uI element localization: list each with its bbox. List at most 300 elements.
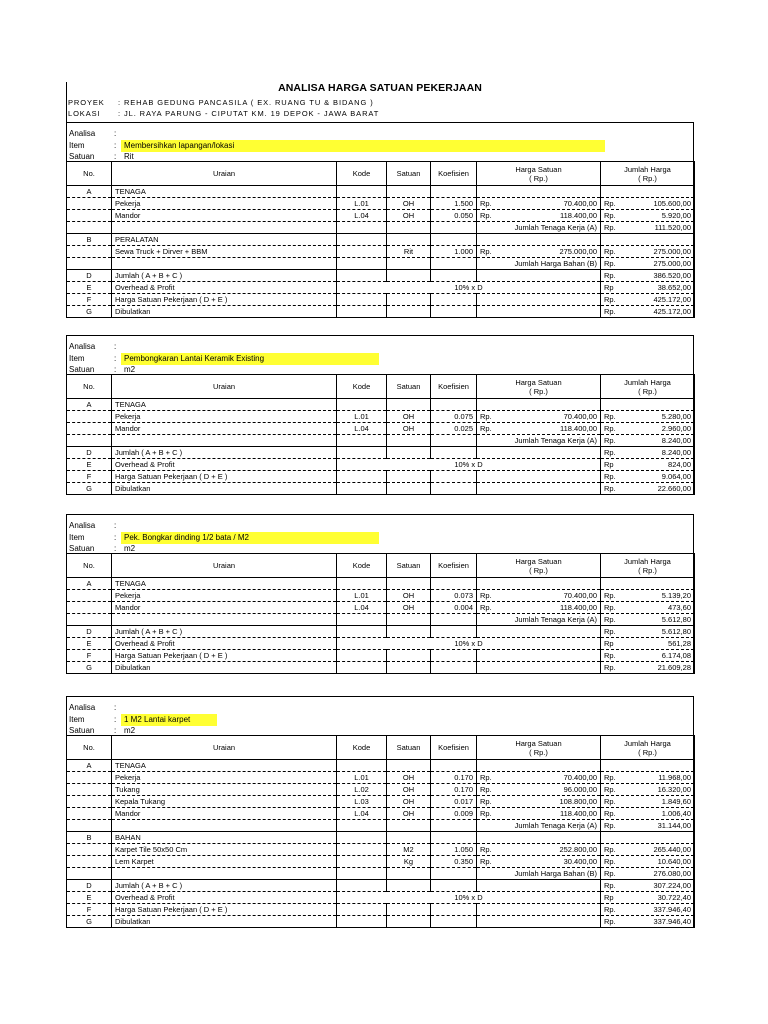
- row-no: [67, 844, 112, 856]
- row-uraian: [112, 820, 337, 832]
- table-row: [67, 590, 695, 602]
- row-no: F: [67, 904, 112, 916]
- row-satuan: [387, 820, 431, 832]
- row-harga-satuan: [477, 796, 601, 808]
- amount-value: 108.800,00: [559, 796, 597, 806]
- row-subtotal-label: Jumlah Tenaga Kerja (A): [477, 435, 601, 447]
- amount-value: 118.400,00: [560, 602, 597, 612]
- table-row: [67, 904, 695, 916]
- jumlah-harga-line2: ( Rp.): [638, 747, 657, 757]
- item-label: Item: [69, 533, 85, 542]
- currency-label: Rp.: [604, 590, 616, 600]
- row-no: [67, 198, 112, 210]
- row-jumlah-harga-wrap: [604, 797, 691, 807]
- currency-label: Rp.: [604, 772, 616, 782]
- row-harga-satuan: [477, 198, 601, 210]
- row-harga-satuan-wrap: [480, 591, 597, 601]
- row-harga-satuan-wrap: [480, 857, 597, 867]
- table-row: [67, 483, 695, 495]
- row-koefisien: 0.170: [431, 772, 477, 784]
- column-header-satuan: Satuan: [387, 736, 431, 760]
- analysis-table: [66, 374, 695, 495]
- row-satuan: [387, 880, 431, 892]
- amount-value: 337.946,40: [653, 904, 691, 914]
- amount-value: 561,28: [668, 638, 691, 648]
- row-harga-satuan: [477, 447, 601, 459]
- row-uraian: TENAGA: [112, 578, 337, 590]
- row-kode: [337, 832, 387, 844]
- row-kode: L.04: [337, 423, 387, 435]
- amount-value: 473,60: [668, 602, 691, 612]
- table-row: [67, 399, 695, 411]
- row-harga-satuan: [477, 844, 601, 856]
- row-harga-satuan-wrap: [480, 412, 597, 422]
- harga-satuan-line2: ( Rp.): [529, 565, 548, 575]
- amount-value: 96.000,00: [563, 784, 597, 794]
- row-jumlah-harga: [601, 210, 695, 222]
- table-row: [67, 258, 695, 270]
- currency-label: Rp.: [604, 306, 616, 316]
- amount-value: 252.800,00: [559, 844, 597, 854]
- row-jumlah-harga: [601, 198, 695, 210]
- column-header-koefisien: Koefisien: [431, 162, 477, 186]
- row-kode: [337, 222, 387, 234]
- amount-value: 118.400,00: [560, 808, 597, 818]
- currency-label: Rp.: [480, 844, 492, 854]
- row-kode: L.02: [337, 784, 387, 796]
- currency-label: Rp: [604, 892, 614, 902]
- amount-value: 118.400,00: [560, 423, 597, 433]
- table-row: [67, 246, 695, 258]
- column-header-jumlah-harga: [601, 375, 695, 399]
- row-no: G: [67, 916, 112, 928]
- jumlah-harga-line1: Jumlah Harga: [624, 556, 671, 566]
- row-kode: [337, 578, 387, 590]
- row-satuan: [387, 662, 431, 674]
- row-jumlah-harga: [601, 796, 695, 808]
- row-satuan: [387, 760, 431, 772]
- row-subtotal-label: Jumlah Tenaga Kerja (A): [477, 614, 601, 626]
- row-kode: [337, 435, 387, 447]
- row-jumlah-harga-wrap: [604, 663, 691, 673]
- row-jumlah-harga-wrap: [604, 484, 691, 494]
- lokasi-line: [68, 109, 379, 118]
- row-koefisien: 1.500: [431, 198, 477, 210]
- row-jumlah-harga-wrap: [604, 893, 691, 903]
- row-koefisien: [431, 868, 477, 880]
- row-jumlah-harga-wrap: [604, 259, 691, 269]
- row-kode: [337, 650, 387, 662]
- row-kode: [337, 662, 387, 674]
- row-koefisien: [431, 820, 477, 832]
- currency-label: Rp: [604, 282, 614, 292]
- row-uraian: Jumlah ( A + B + C ): [112, 880, 337, 892]
- row-harga-satuan-wrap: [480, 199, 597, 209]
- table-row: [67, 772, 695, 784]
- row-harga-satuan-wrap: [480, 797, 597, 807]
- row-jumlah-harga-wrap: [604, 591, 691, 601]
- colon-separator: :: [114, 141, 117, 150]
- row-no: D: [67, 626, 112, 638]
- satuan-value: m2: [124, 726, 136, 735]
- amount-value: 70.400,00: [563, 772, 597, 782]
- row-uraian: PERALATAN: [112, 234, 337, 246]
- satuan-value: m2: [124, 544, 136, 553]
- row-jumlah-harga-wrap: [604, 307, 691, 317]
- row-uraian: [112, 435, 337, 447]
- amount-value: 70.400,00: [563, 198, 597, 208]
- row-no: [67, 590, 112, 602]
- row-koefisien: 0.025: [431, 423, 477, 435]
- row-satuan: OH: [387, 423, 431, 435]
- row-koefisien: [431, 222, 477, 234]
- currency-label: Rp.: [604, 904, 616, 914]
- row-no: B: [67, 234, 112, 246]
- row-uraian: Dibulatkan: [112, 662, 337, 674]
- row-jumlah-harga-wrap: [604, 295, 691, 305]
- satuan-value: m2: [124, 365, 136, 374]
- row-jumlah-harga: [601, 868, 695, 880]
- row-satuan: Kg: [387, 856, 431, 868]
- row-satuan: [387, 435, 431, 447]
- colon-separator: :: [114, 715, 117, 724]
- column-header-uraian: Uraian: [112, 375, 337, 399]
- row-jumlah-harga: [601, 892, 695, 904]
- row-uraian: Harga Satuan Pekerjaan ( D + E ): [112, 650, 337, 662]
- row-kode: [337, 234, 387, 246]
- row-harga-satuan: [477, 246, 601, 258]
- table-row: [67, 282, 695, 294]
- row-jumlah-harga: [601, 459, 695, 471]
- row-uraian: Pekerja: [112, 772, 337, 784]
- amount-value: 307.224,00: [653, 880, 691, 890]
- row-koefisien: [431, 578, 477, 590]
- row-jumlah-harga-wrap: [604, 412, 691, 422]
- row-kode: [337, 626, 387, 638]
- currency-label: Rp.: [604, 796, 616, 806]
- row-jumlah-harga: [601, 856, 695, 868]
- item-value: Membersihkan lapangan/lokasi: [124, 141, 235, 150]
- row-koefisien: [431, 270, 477, 282]
- row-harga-satuan-wrap: [480, 809, 597, 819]
- harga-satuan-line2: ( Rp.): [529, 747, 548, 757]
- amount-value: 22.660,00: [657, 483, 691, 493]
- row-harga-satuan: [477, 784, 601, 796]
- row-jumlah-harga: [601, 435, 695, 447]
- jumlah-harga-line2: ( Rp.): [638, 565, 657, 575]
- row-kode: L.01: [337, 772, 387, 784]
- row-no: E: [67, 282, 112, 294]
- row-harga-satuan: [477, 832, 601, 844]
- row-jumlah-harga: [601, 904, 695, 916]
- amount-value: 5.612,80: [661, 614, 691, 624]
- satuan-label: Satuan: [69, 152, 95, 161]
- row-jumlah-harga: [601, 662, 695, 674]
- currency-label: Rp.: [480, 590, 492, 600]
- currency-label: Rp.: [480, 198, 492, 208]
- currency-label: Rp.: [604, 880, 616, 890]
- table-row: [67, 423, 695, 435]
- row-uraian: [112, 222, 337, 234]
- table-row: [67, 447, 695, 459]
- row-harga-satuan: [477, 904, 601, 916]
- table-row: [67, 820, 695, 832]
- table-row: [67, 294, 695, 306]
- row-subtotal-label: Jumlah Harga Bahan (B): [477, 258, 601, 270]
- amount-value: 70.400,00: [563, 411, 597, 421]
- amount-value: 1.006,40: [661, 808, 691, 818]
- table-row: [67, 602, 695, 614]
- row-no: A: [67, 186, 112, 198]
- column-header-jumlah-harga: [601, 162, 695, 186]
- table-row: [67, 832, 695, 844]
- amount-value: 8.240,00: [661, 447, 691, 457]
- row-kode: [337, 760, 387, 772]
- proyek-value: : REHAB GEDUNG PANCASILA ( EX. RUANG TU & BIDANG ): [118, 98, 374, 107]
- row-koefisien: [431, 234, 477, 246]
- row-jumlah-harga-wrap: [604, 424, 691, 434]
- amount-value: 38.652,00: [657, 282, 691, 292]
- currency-label: Rp.: [604, 435, 616, 445]
- row-no: [67, 784, 112, 796]
- row-kode: [337, 186, 387, 198]
- row-jumlah-harga-wrap: [604, 917, 691, 927]
- row-uraian: Lem Karpet: [112, 856, 337, 868]
- currency-label: Rp: [604, 638, 614, 648]
- row-kode: [337, 447, 387, 459]
- row-koefisien: [431, 614, 477, 626]
- row-no: A: [67, 578, 112, 590]
- table-row: [67, 784, 695, 796]
- jumlah-harga-line1: Jumlah Harga: [624, 377, 671, 387]
- colon-separator: :: [114, 544, 117, 553]
- row-jumlah-harga: [601, 832, 695, 844]
- row-kode: L.01: [337, 411, 387, 423]
- row-uraian: Pekerja: [112, 590, 337, 602]
- row-koefisien: [431, 294, 477, 306]
- proyek-label: PROYEK: [68, 98, 105, 107]
- row-jumlah-harga: [601, 590, 695, 602]
- row-uraian: Karpet Tile 50x50 Cm: [112, 844, 337, 856]
- row-koefisien: 0.170: [431, 784, 477, 796]
- row-uraian: Overhead & Profit: [112, 282, 337, 294]
- row-no: F: [67, 294, 112, 306]
- row-uraian: Mandor: [112, 423, 337, 435]
- row-satuan: [387, 832, 431, 844]
- row-jumlah-harga-wrap: [604, 809, 691, 819]
- table-row: [67, 808, 695, 820]
- amount-value: 5.280,00: [661, 411, 691, 421]
- row-kode: [337, 294, 387, 306]
- table-header-row: [67, 554, 695, 578]
- amount-value: 118.400,00: [560, 210, 597, 220]
- row-jumlah-harga-wrap: [604, 211, 691, 221]
- row-satuan: OH: [387, 590, 431, 602]
- analysis-table: [66, 553, 695, 674]
- row-kode: [337, 399, 387, 411]
- amount-value: 1.849,60: [661, 796, 691, 806]
- currency-label: Rp.: [604, 820, 616, 830]
- row-no: E: [67, 459, 112, 471]
- row-koefisien: [431, 916, 477, 928]
- row-kode: L.01: [337, 198, 387, 210]
- currency-label: Rp.: [604, 626, 616, 636]
- column-header-koefisien: Koefisien: [431, 375, 477, 399]
- item-value: 1 M2 Lantai karpet: [124, 715, 191, 724]
- row-uraian: Jumlah ( A + B + C ): [112, 626, 337, 638]
- row-kode: L.04: [337, 210, 387, 222]
- row-harga-satuan: [477, 662, 601, 674]
- currency-label: Rp.: [604, 210, 616, 220]
- amount-value: 2.960,00: [661, 423, 691, 433]
- row-kode: [337, 471, 387, 483]
- row-koefisien: [431, 471, 477, 483]
- row-jumlah-harga: [601, 282, 695, 294]
- row-harga-satuan-wrap: [480, 603, 597, 613]
- row-uraian: [112, 614, 337, 626]
- table-row: [67, 411, 695, 423]
- amount-value: 8.240,00: [661, 435, 691, 445]
- column-header-kode: Kode: [337, 554, 387, 578]
- row-satuan: [387, 868, 431, 880]
- amount-value: 5.612,80: [661, 626, 691, 636]
- row-kode: [337, 868, 387, 880]
- row-satuan: [387, 447, 431, 459]
- row-uraian: Mandor: [112, 808, 337, 820]
- row-jumlah-harga-wrap: [604, 283, 691, 293]
- row-harga-satuan: [477, 294, 601, 306]
- currency-label: Rp.: [604, 602, 616, 612]
- colon-separator: :: [114, 726, 117, 735]
- harga-satuan-line2: ( Rp.): [529, 386, 548, 396]
- column-header-satuan: Satuan: [387, 375, 431, 399]
- row-no: A: [67, 760, 112, 772]
- row-jumlah-harga-wrap: [604, 460, 691, 470]
- amount-value: 16.320,00: [657, 784, 691, 794]
- row-harga-satuan: [477, 772, 601, 784]
- column-header-harga-satuan: [477, 736, 601, 760]
- row-kode: L.04: [337, 808, 387, 820]
- satuan-label: Satuan: [69, 544, 95, 553]
- table-row: [67, 892, 695, 904]
- row-percentage: 10% x D: [337, 282, 601, 294]
- column-header-kode: Kode: [337, 736, 387, 760]
- row-harga-satuan-wrap: [480, 211, 597, 221]
- amount-value: 9.064,00: [661, 471, 691, 481]
- row-percentage: 10% x D: [337, 459, 601, 471]
- table-row: [67, 210, 695, 222]
- currency-label: Rp: [604, 459, 614, 469]
- row-koefisien: [431, 258, 477, 270]
- row-harga-satuan: [477, 760, 601, 772]
- row-koefisien: 0.350: [431, 856, 477, 868]
- row-kode: [337, 844, 387, 856]
- table-row: [67, 306, 695, 318]
- table-row: [67, 614, 695, 626]
- column-header-jumlah-harga: [601, 554, 695, 578]
- row-no: [67, 411, 112, 423]
- table-row: [67, 578, 695, 590]
- currency-label: Rp.: [480, 602, 492, 612]
- row-koefisien: 0.017: [431, 796, 477, 808]
- row-kode: [337, 880, 387, 892]
- row-jumlah-harga-wrap: [604, 651, 691, 661]
- currency-label: Rp.: [604, 856, 616, 866]
- row-no: [67, 820, 112, 832]
- row-kode: [337, 916, 387, 928]
- row-subtotal-label: Jumlah Harga Bahan (B): [477, 868, 601, 880]
- item-label: Item: [69, 141, 85, 150]
- row-uraian: TENAGA: [112, 186, 337, 198]
- row-kode: [337, 483, 387, 495]
- row-no: G: [67, 483, 112, 495]
- column-header-kode: Kode: [337, 375, 387, 399]
- row-uraian: Kepala Tukang: [112, 796, 337, 808]
- analisa-label: Analisa: [69, 342, 96, 351]
- column-header-no: No.: [67, 162, 112, 186]
- amount-value: 275.000,00: [653, 258, 691, 268]
- row-uraian: Mandor: [112, 210, 337, 222]
- amount-value: 337.946,40: [653, 916, 691, 926]
- table-row: [67, 844, 695, 856]
- row-jumlah-harga: [601, 844, 695, 856]
- currency-label: Rp.: [604, 270, 616, 280]
- currency-label: Rp.: [604, 844, 616, 854]
- row-jumlah-harga: [601, 772, 695, 784]
- row-harga-satuan: [477, 483, 601, 495]
- currency-label: Rp.: [604, 222, 616, 232]
- row-harga-satuan: [477, 210, 601, 222]
- jumlah-harga-line1: Jumlah Harga: [624, 738, 671, 748]
- table-row: [67, 760, 695, 772]
- currency-label: Rp.: [604, 198, 616, 208]
- row-jumlah-harga-wrap: [604, 271, 691, 281]
- row-koefisien: [431, 904, 477, 916]
- analysis-table: [66, 161, 695, 318]
- row-jumlah-harga: [601, 602, 695, 614]
- row-uraian: Sewa Truck + Dirver + BBM: [112, 246, 337, 258]
- row-jumlah-harga-wrap: [604, 627, 691, 637]
- currency-label: Rp.: [604, 808, 616, 818]
- row-no: [67, 423, 112, 435]
- analisa-label: Analisa: [69, 129, 96, 138]
- row-kode: [337, 820, 387, 832]
- amount-value: 265.440,00: [653, 844, 691, 854]
- currency-label: Rp.: [480, 772, 492, 782]
- row-harga-satuan: [477, 602, 601, 614]
- currency-label: Rp.: [480, 246, 492, 256]
- row-jumlah-harga-wrap: [604, 905, 691, 915]
- column-header-koefisien: Koefisien: [431, 736, 477, 760]
- row-harga-satuan: [477, 306, 601, 318]
- row-jumlah-harga: [601, 186, 695, 198]
- table-row: [67, 186, 695, 198]
- row-no: [67, 210, 112, 222]
- table-row: [67, 626, 695, 638]
- row-satuan: [387, 626, 431, 638]
- row-jumlah-harga-wrap: [604, 639, 691, 649]
- row-jumlah-harga-wrap: [604, 603, 691, 613]
- table-row: [67, 638, 695, 650]
- amount-value: 386.520,00: [653, 270, 691, 280]
- row-uraian: Overhead & Profit: [112, 459, 337, 471]
- row-koefisien: 0.009: [431, 808, 477, 820]
- jumlah-harga-line1: Jumlah Harga: [624, 164, 671, 174]
- row-uraian: Dibulatkan: [112, 306, 337, 318]
- row-satuan: [387, 186, 431, 198]
- currency-label: Rp.: [604, 411, 616, 421]
- row-harga-satuan-wrap: [480, 773, 597, 783]
